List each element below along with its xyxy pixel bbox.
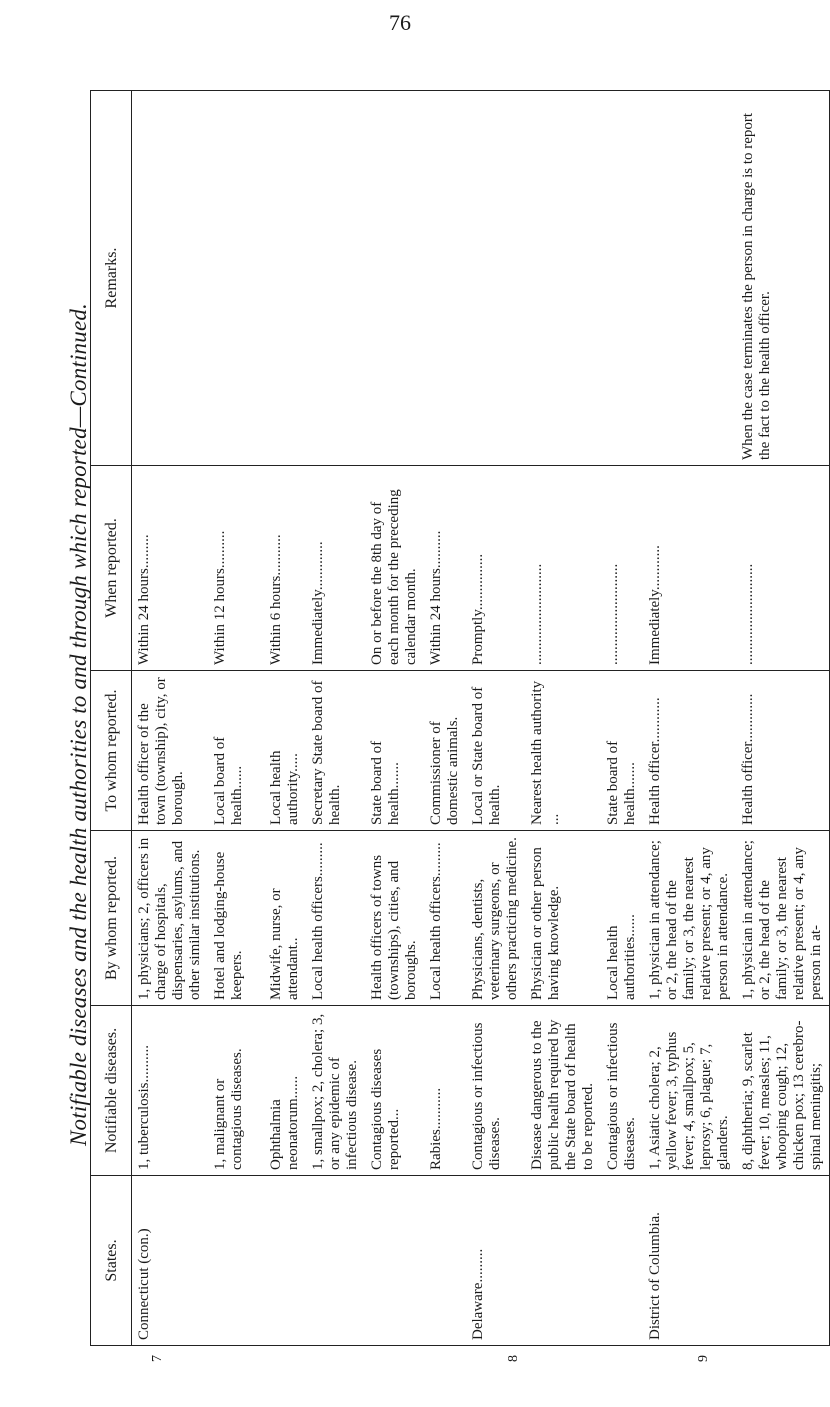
- state-cell: [365, 1176, 424, 1346]
- when-cell: ...........................: [601, 466, 643, 671]
- when-cell: Immediately.............: [306, 466, 365, 671]
- when-cell: Promptly...............: [466, 466, 525, 671]
- state-cell: [424, 1176, 466, 1346]
- remarks-cell: [643, 91, 736, 466]
- state-cell: [264, 1176, 306, 1346]
- header-by-whom: By whom reported.: [91, 831, 132, 1006]
- when-cell: Within 6 hours...........: [264, 466, 306, 671]
- remarks-cell: When the case terminates the person in charge is to report the fact to the health officer.: [736, 91, 830, 466]
- disease-cell: Contagious or infectious diseases.: [601, 1006, 643, 1176]
- by-whom-cell: Local health authorities......: [601, 831, 643, 1006]
- by-whom-cell: 1, physician in attendance; or 2, the head of the family; or 3, the nearest relative present; or 4, any person in attendance.: [643, 831, 736, 1006]
- when-cell: Within 12 hours..........: [208, 466, 264, 671]
- remarks-cell: [132, 91, 209, 466]
- table-row: [306, 91, 365, 1346]
- disease-cell: 1, smallpox; 2, cholera; 3, or any epidemic of infectious disease.: [306, 1006, 365, 1176]
- header-remarks: Remarks.: [91, 91, 132, 466]
- to-whom-cell: Local board of health......: [208, 671, 264, 831]
- when-cell: On or before the 8th day of each month for the preceding calendar month.: [365, 466, 424, 671]
- table-row: [466, 91, 525, 1346]
- when-cell: Within 24 hours.........: [132, 466, 209, 671]
- to-whom-cell: Local health authority.....: [264, 671, 306, 831]
- when-cell: Immediately............: [643, 466, 736, 671]
- state-cell: District of Columbia.: [643, 1176, 736, 1346]
- remarks-cell: [601, 91, 643, 466]
- header-row: [91, 91, 132, 1346]
- by-whom-cell: Local health officers.........: [306, 831, 365, 1006]
- to-whom-cell: Commissioner of domestic animals.: [424, 671, 466, 831]
- rotated-page: [66, 87, 824, 1362]
- table-row: [208, 91, 264, 1346]
- row-number: 9: [696, 1355, 711, 1362]
- disease-cell: 8, diphtheria; 9, scarlet fever; 10, measles; 11, whooping cough; 12, chicken pox; 13 cerebro-spinal meningitis;: [736, 1006, 830, 1176]
- when-cell: ...........................: [525, 466, 601, 671]
- table-row: [132, 91, 209, 1346]
- by-whom-cell: 1, physician in attendance; or 2, the head of the family; or 3, the nearest relative present; or 4, any person in at-: [736, 831, 830, 1006]
- when-cell: Within 24 hours..........: [424, 466, 466, 671]
- state-cell: Delaware.........: [466, 1176, 525, 1346]
- remarks-cell: [365, 91, 424, 466]
- by-whom-cell: Physicians, dentists, veterinary surgeons, or others practicing medicine.: [466, 831, 525, 1006]
- to-whom-cell: Nearest health authority ...: [525, 671, 601, 831]
- table-row: [736, 91, 830, 1346]
- table-row: [424, 91, 466, 1346]
- by-whom-cell: Local health officers.........: [424, 831, 466, 1006]
- remarks-cell: [208, 91, 264, 466]
- to-whom-cell: State board of health.......: [365, 671, 424, 831]
- state-cell: [208, 1176, 264, 1346]
- table-row: [643, 91, 736, 1346]
- to-whom-cell: Local or State board of health.: [466, 671, 525, 831]
- disease-cell: 1, malignant or contagious diseases.: [208, 1006, 264, 1176]
- to-whom-cell: Health officer of the town (township), city, or borough.: [132, 671, 209, 831]
- header-when: When reported.: [91, 466, 132, 671]
- page-number: 76: [389, 10, 411, 35]
- row-number: 7: [150, 1355, 165, 1362]
- notifiable-diseases-table: [90, 90, 830, 1346]
- remarks-cell: [466, 91, 525, 466]
- by-whom-cell: Hotel and lodging-house keepers.: [208, 831, 264, 1006]
- disease-cell: 1, Asiatic cholera; 2, yellow fever; 3, typhus fever; 4, smallpox; 5, leprosy; 6, plague; 7, glanders.: [643, 1006, 736, 1176]
- remarks-cell: [424, 91, 466, 466]
- table-row: [525, 91, 601, 1346]
- running-title: Notifiable diseases and the health authorities to and through which reported—Continued.: [66, 302, 91, 1147]
- header-to-whom: To whom reported.: [91, 671, 132, 831]
- when-cell: ...........................: [736, 466, 830, 671]
- to-whom-cell: Health officer............: [643, 671, 736, 831]
- to-whom-cell: Secretary State board of health.: [306, 671, 365, 831]
- header-diseases: Notifiable diseases.: [91, 1006, 132, 1176]
- table-row: [365, 91, 424, 1346]
- disease-cell: Rabies...........: [424, 1006, 466, 1176]
- remarks-cell: [525, 91, 601, 466]
- to-whom-cell: State board of health.......: [601, 671, 643, 831]
- to-whom-cell: Health officer.............: [736, 671, 830, 831]
- state-cell: [525, 1176, 601, 1346]
- remarks-cell: [306, 91, 365, 466]
- state-cell: [306, 1176, 365, 1346]
- table-row: [601, 91, 643, 1346]
- by-whom-cell: 1, physicians; 2, officers in charge of hospitals, dispensaries, asylums, and other similar institutions.: [132, 831, 209, 1006]
- state-cell: Connecticut (con.): [132, 1176, 209, 1346]
- header-states: States.: [91, 1176, 132, 1346]
- row-number: 8: [506, 1355, 521, 1362]
- disease-cell: Disease dangerous to the public health required by the State board of health to be reported.: [525, 1006, 601, 1176]
- by-whom-cell: Midwife, nurse, or attendant..: [264, 831, 306, 1006]
- state-cell: [736, 1176, 830, 1346]
- state-cell: [601, 1176, 643, 1346]
- by-whom-cell: Health officers of towns (townships), cities, and boroughs.: [365, 831, 424, 1006]
- remarks-cell: [264, 91, 306, 466]
- by-whom-cell: Physician or other person having knowledge.: [525, 831, 601, 1006]
- disease-cell: 1, tuberculosis..........: [132, 1006, 209, 1176]
- table-row: [264, 91, 306, 1346]
- disease-cell: Ophthalmia neonatorum......: [264, 1006, 306, 1176]
- disease-cell: Contagious or infectious diseases.: [466, 1006, 525, 1176]
- disease-cell: Contagious diseases reported...: [365, 1006, 424, 1176]
